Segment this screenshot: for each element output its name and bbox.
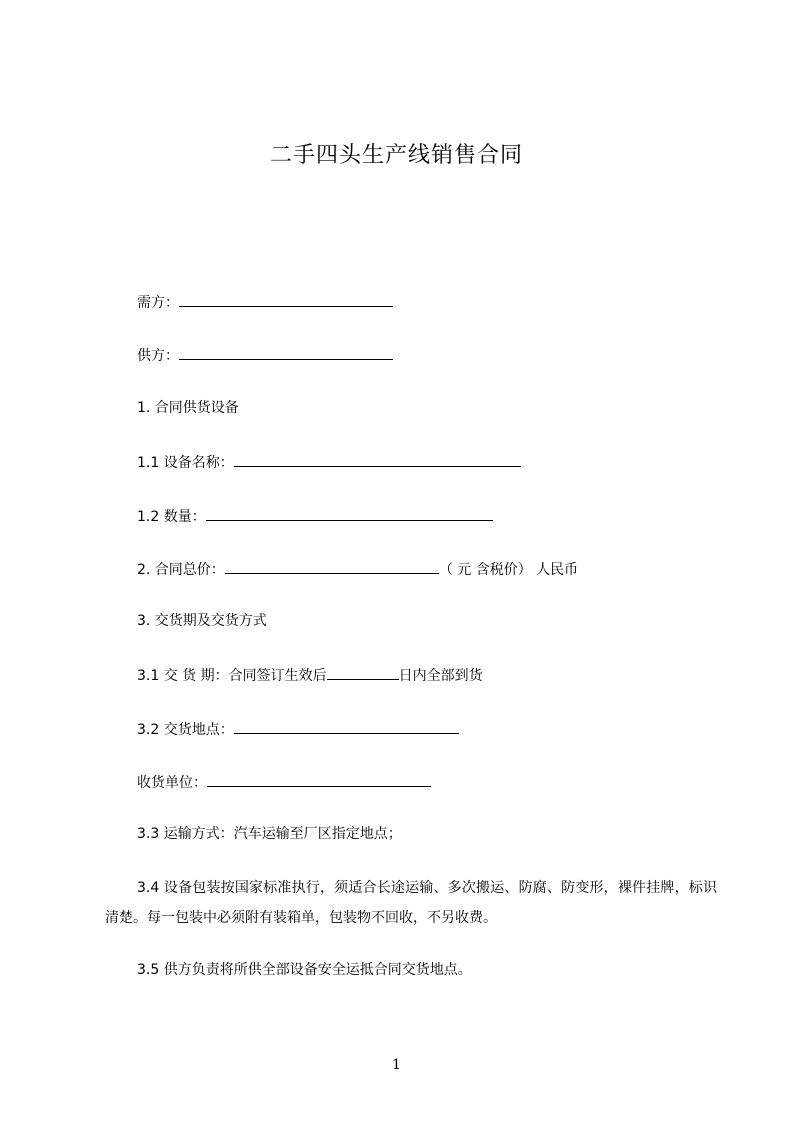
supplier-label: 供方： [137,348,179,364]
supplier-blank [179,344,393,360]
item-1-2-line [137,505,493,527]
section-2-suffix: （ 元 含税价） 人民币 [438,562,579,578]
item-3-3: 3.3 运输方式：汽车运输至厂区指定地点； [137,826,402,842]
buyer-line [137,291,393,313]
contract-title: 二手四头生产线销售合同 [269,143,523,168]
item-3-1-prefix: 3.1 交 货 期：合同签订生效后 [137,668,327,684]
delivery-days-blank [327,664,399,680]
buyer-blank [179,291,393,307]
supplier-line [137,344,393,366]
receiver-label: 收货单位： [137,775,207,791]
item-1-1-label: 1.1 设备名称： [137,455,234,471]
item-3-4-paragraph: 3.4 设备包装按国家标准执行，须适合长途运输、多次搬运、防腐、防变形，裸件挂牌，标识清楚。每一包装中必须附有装箱单，包装物不回收，不另收费。 [105,880,717,926]
equipment-name-blank [234,451,521,467]
section-2-label: 2. 合同总价： [137,562,225,578]
item-3-2-line [137,718,459,740]
item-1-1-line [137,451,521,473]
item-1-2-label: 1.2 数量： [137,509,206,525]
section-2-line [137,558,578,580]
buyer-label: 需方： [137,295,179,311]
delivery-place-blank [234,718,459,734]
total-price-blank [225,558,439,574]
item-3-5: 3.5 供方负责将所供全部设备安全运抵合同交货地点。 [137,962,472,978]
quantity-blank [206,505,493,521]
item-3-2-label: 3.2 交货地点： [137,722,234,738]
item-3-1-suffix: 日内全部到货 [398,668,483,684]
receiver-blank [207,771,431,787]
item-3-1-line [137,664,483,686]
section-1-heading: 1. 合同供货设备 [137,400,239,416]
page-number: 1 [392,1057,401,1073]
receiver-line [137,771,431,793]
section-3-heading: 3. 交货期及交货方式 [137,613,267,629]
